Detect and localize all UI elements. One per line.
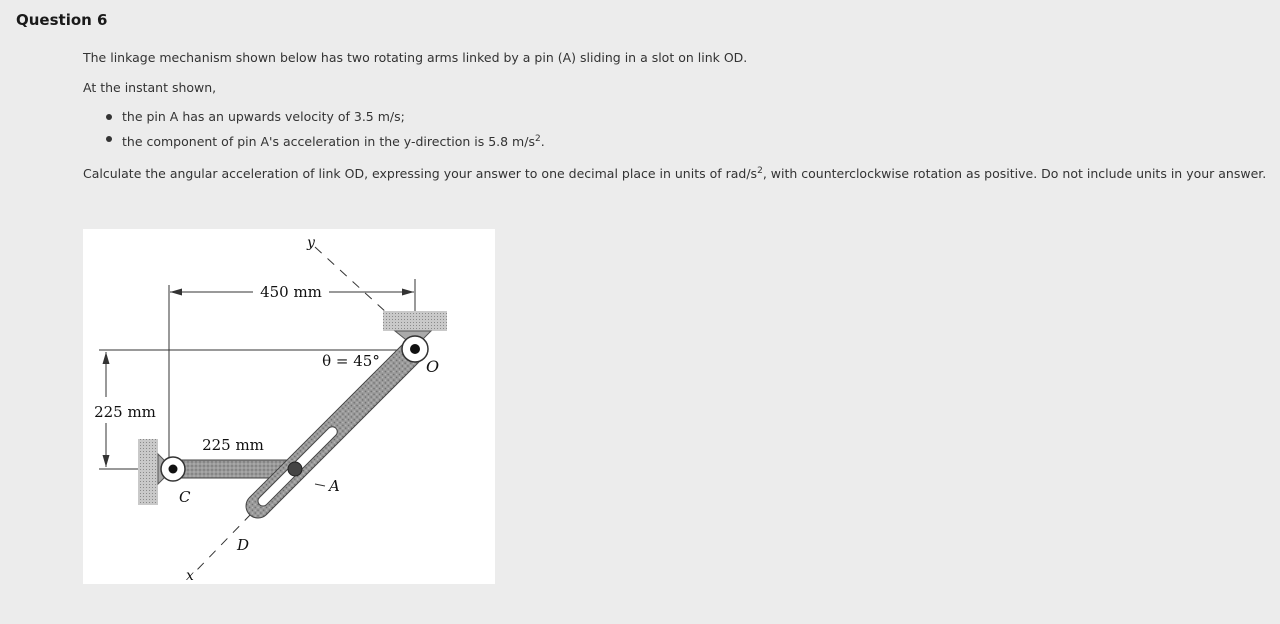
- pin-C-icon: [169, 465, 178, 474]
- task-text: [83, 166, 1266, 181]
- ground-support-C: [138, 439, 158, 505]
- question-title: Question 6: [16, 11, 108, 29]
- condition-item-velocity: [104, 106, 545, 128]
- ground-support-O: [383, 311, 447, 331]
- angle-label: θ = 45°: [322, 352, 380, 370]
- linkage-diagram: [83, 229, 495, 584]
- label-C: C: [179, 488, 191, 506]
- arrow-down-icon: [103, 455, 110, 467]
- condition-velocity-text: the pin A has an upwards velocity of 3.5 m/s;: [122, 109, 405, 124]
- label-O: O: [426, 357, 440, 376]
- intro-text: The linkage mechanism shown below has two rotating arms linked by a pin (A) sliding in a slot on link OD.: [83, 50, 748, 65]
- dim-vertical-label: 225 mm: [94, 403, 156, 421]
- bullet-icon: [106, 136, 112, 142]
- label-A: A: [329, 477, 340, 495]
- pin-A-icon: [288, 462, 302, 476]
- arrow-right-icon: [402, 289, 414, 296]
- axis-y-label: y: [307, 235, 315, 251]
- condition-acceleration-text: the component of pin A's acceleration in the y-direction is 5.8 m/s: [122, 134, 535, 149]
- condition-acceleration-end: .: [540, 134, 545, 149]
- label-D: D: [237, 536, 250, 554]
- task-exponent: 2: [757, 166, 763, 176]
- dim-arm-label: 225 mm: [202, 436, 264, 454]
- instant-text: At the instant shown,: [83, 80, 217, 95]
- task-text-end: , with counterclockwise rotation as positive. Do not include units in your answer.: [762, 166, 1267, 181]
- condition-item-acceleration: [104, 128, 545, 150]
- arrow-up-icon: [103, 352, 110, 364]
- pin-O-icon: [410, 344, 420, 354]
- arrow-left-icon: [170, 289, 182, 296]
- leader-line-A: [315, 484, 325, 486]
- condition-list: [104, 106, 545, 150]
- linkage-figure: [83, 229, 495, 584]
- task-text-main: Calculate the angular acceleration of link OD, expressing your answer to one decimal place in units of rad/s: [83, 166, 758, 181]
- dim-horizontal-label: 450 mm: [260, 283, 322, 301]
- bullet-icon: [106, 114, 112, 120]
- exponent: 2: [534, 134, 541, 144]
- axis-x-label: x: [186, 568, 194, 584]
